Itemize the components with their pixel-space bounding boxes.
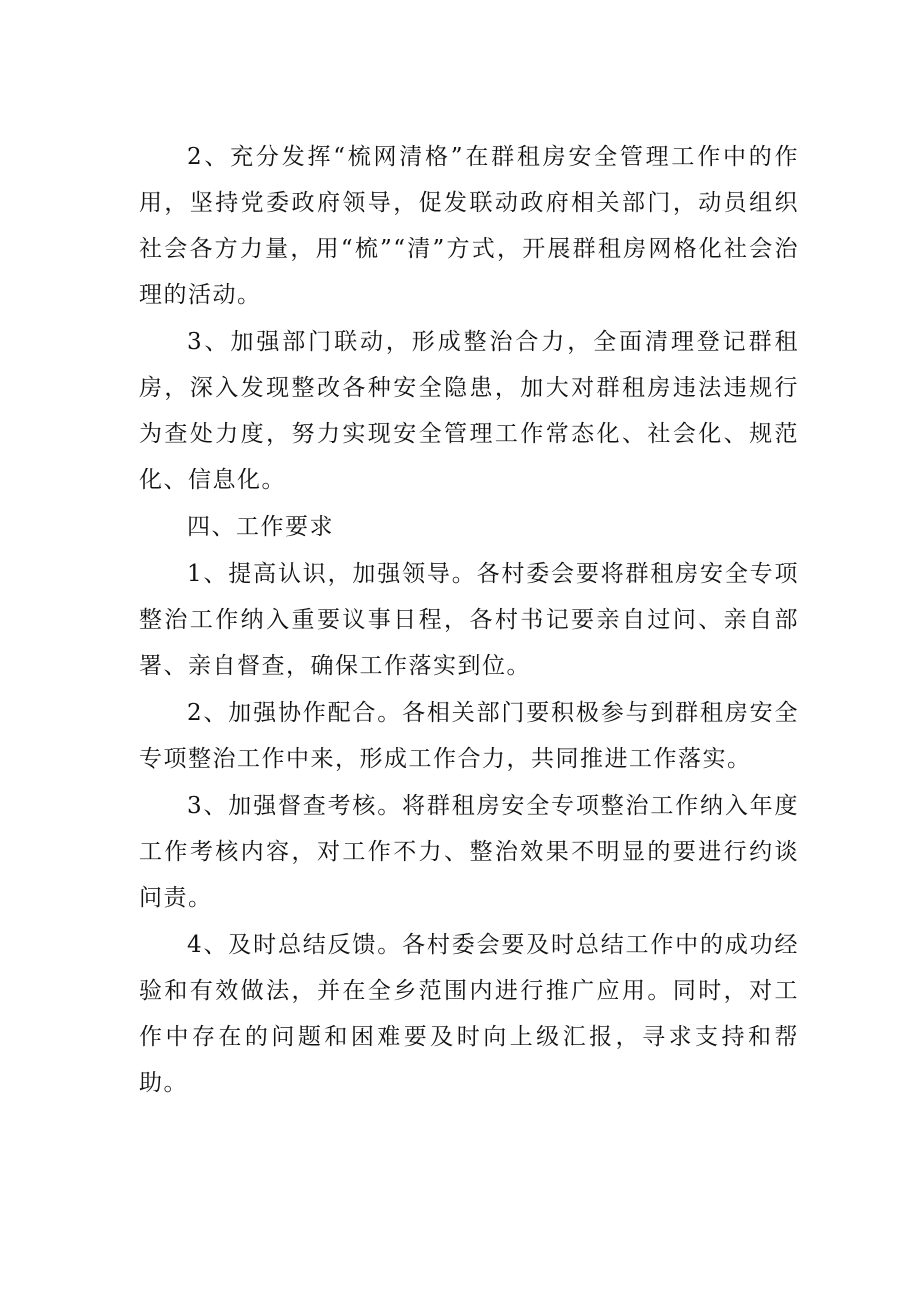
requirement-2: 2、加强协作配合。各相关部门要积极参与到群租房安全专项整治工作中来，形成工作合力，共同推进工作落实。 (139, 700, 799, 772)
requirement-3: 3、加强督查考核。将群租房安全专项整治工作纳入年度工作考核内容，对工作不力、整治效果不明显的要进行约谈问责。 (139, 793, 799, 911)
paragraph-3-departments: 3、加强部门联动，形成整治合力，全面清理登记群租房，深入发现整改各种安全隐患，加大对群租房违法违规行为查处力度，努力实现安全管理工作常态化、社会化、规范化、信息化。 (139, 329, 799, 493)
section-heading-requirements: 四、工作要求 (187, 514, 334, 540)
paragraph-2-shuwang: 2、充分发挥“梳网清格”在群租房安全管理工作中的作用，坚持党委政府领导，促发联动政府相关部门，动员组织社会各方力量，用“梳”“清”方式，开展群租房网格化社会治理的活动。 (139, 144, 799, 308)
requirement-1: 1、提高认识，加强领导。各村委会要将群租房安全专项整治工作纳入重要议事日程，各村书记要亲自过问、亲自部署、亲自督查，确保工作落实到位。 (139, 561, 799, 679)
requirement-4: 4、及时总结反馈。各村委会要及时总结工作中的成功经验和有效做法，并在全乡范围内进行推广应用。同时，对工作中存在的问题和困难要及时向上级汇报，寻求支持和帮助。 (139, 932, 799, 1096)
document-body (139, 134, 799, 1107)
